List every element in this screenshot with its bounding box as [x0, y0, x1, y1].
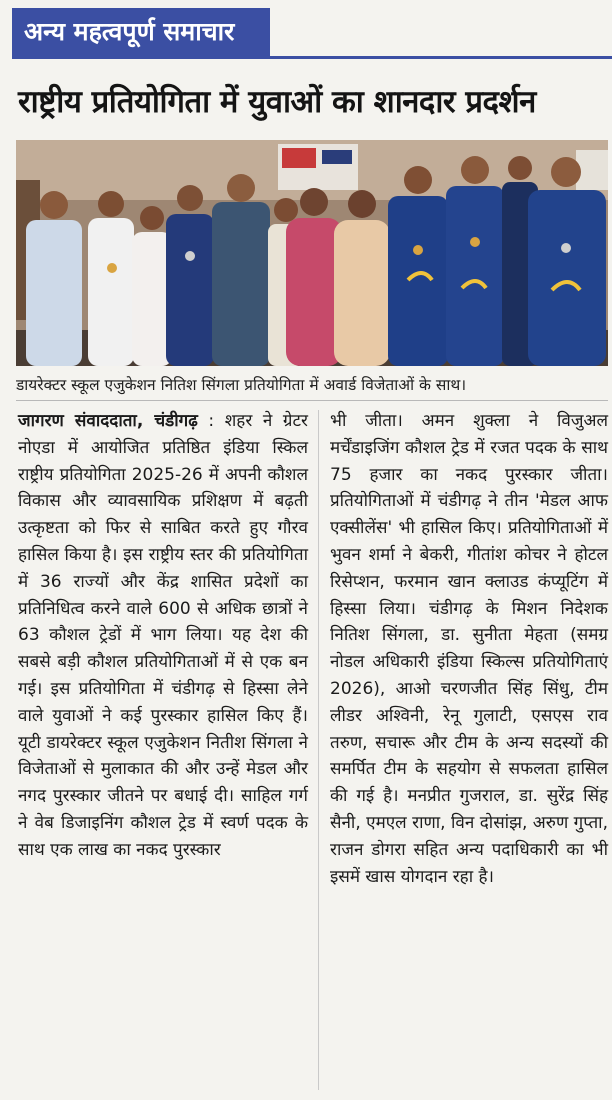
section-label: अन्य महत्वपूर्ण समाचार [12, 8, 270, 56]
article-column-right [330, 408, 608, 890]
photo-caption: डायरेक्टर स्कूल एजुकेशन नितिश सिंगला प्रतियोगिता में अवार्ड विजेताओं के साथ। [16, 370, 608, 401]
dateline: जागरण संवाददाता, चंडीगढ़ [18, 411, 198, 431]
headline: राष्ट्रीय प्रतियोगिता में युवाओं का शानदार प्रदर्शन [18, 84, 536, 120]
group-photo-illustration [16, 140, 608, 366]
group-photo [16, 140, 608, 366]
section-header [0, 0, 612, 64]
article-text-left: : शहर ने ग्रेटर नोएडा में आयोजित प्रतिष्ठित इंडिया स्किल राष्ट्रीय प्रतियोगिता 2025-26 में अपनी कौशल विकास और व्यावसायिक प्रशिक्षण में बढ़ती उत्कृष्टता को फिर से साबित करते हुए गौरव हासिल किया है। इस राष्ट्रीय स्तर की प्रतियोगिता में 36 राज्यों और केंद्र शासित प्रदेशों का प्रतिनिधित्व करने वाले 600 से अधिक छात्रों ने 63 कौशल ट्रेडों में भाग लिया। यह देश की सबसे बड़ी कौशल प्रतियोगिताओं में से एक बन गई। इस प्रतियोगिता में चंडीगढ़ से हिस्सा लेने वाले युवाओं ने कई पुरस्कार हासिल किए हैं। यूटी डायरेक्टर स्कूल एजुकेशन नितीश सिंगला ने विजेताओं से मुलाकात की और उन्हें मेडल और नगद पुरस्कार जीतने पर बधाई दी। साहिल गर्ग ने वेब डिजाइनिंग कौशल ट्रेड में स्वर्ण पदक के साथ एक लाख का नकद पुरस्कार [18, 411, 308, 860]
column-divider [318, 410, 319, 1090]
article-column-left [18, 408, 308, 864]
article-text-right: भी जीता। अमन शुक्ला ने विजुअल मर्चेंडाइजिंग कौशल ट्रेड में रजत पदक के साथ 75 हजार का नकद पुरस्कार जीता। प्रतियोगिताओं में चंडीगढ़ ने तीन 'मेडल आफ एक्सीलेंस' भी हासिल किए। प्रतियोगिताओं में भुवन शर्मा ने बेकरी, गीतांश कोचर ने होटल रिसेप्शन, फरमान खान क्लाउड कंप्यूटिंग में हिस्सा लिया। चंडीगढ़ के मिशन निदेशक नितिश सिंगला, डा. सुनीता मेहता (समग्र नोडल अधिकारी इंडिया स्किल्स प्रतियोगिताएं 2026), आओ चरणजीत सिंह सिंधु, टीम लीडर अश्विनी, रेनू गुलाटी, एसएस राव तरुण, सचारू और टीम के अन्य सदस्यों की समर्पित टीम के सहयोग से सफलता हासिल की गई है। मनप्रीत गुजराल, डा. सुरेंद्र सिंह सैनी, एमएल राणा, विन दोसांझ, अरुण गुप्ता, राजन डोगरा सहित अन्य पदाधिकारी का भी इसमें खास योगदान रहा है। [330, 411, 608, 887]
section-rule [12, 56, 612, 59]
article-paragraph-left [18, 408, 308, 864]
